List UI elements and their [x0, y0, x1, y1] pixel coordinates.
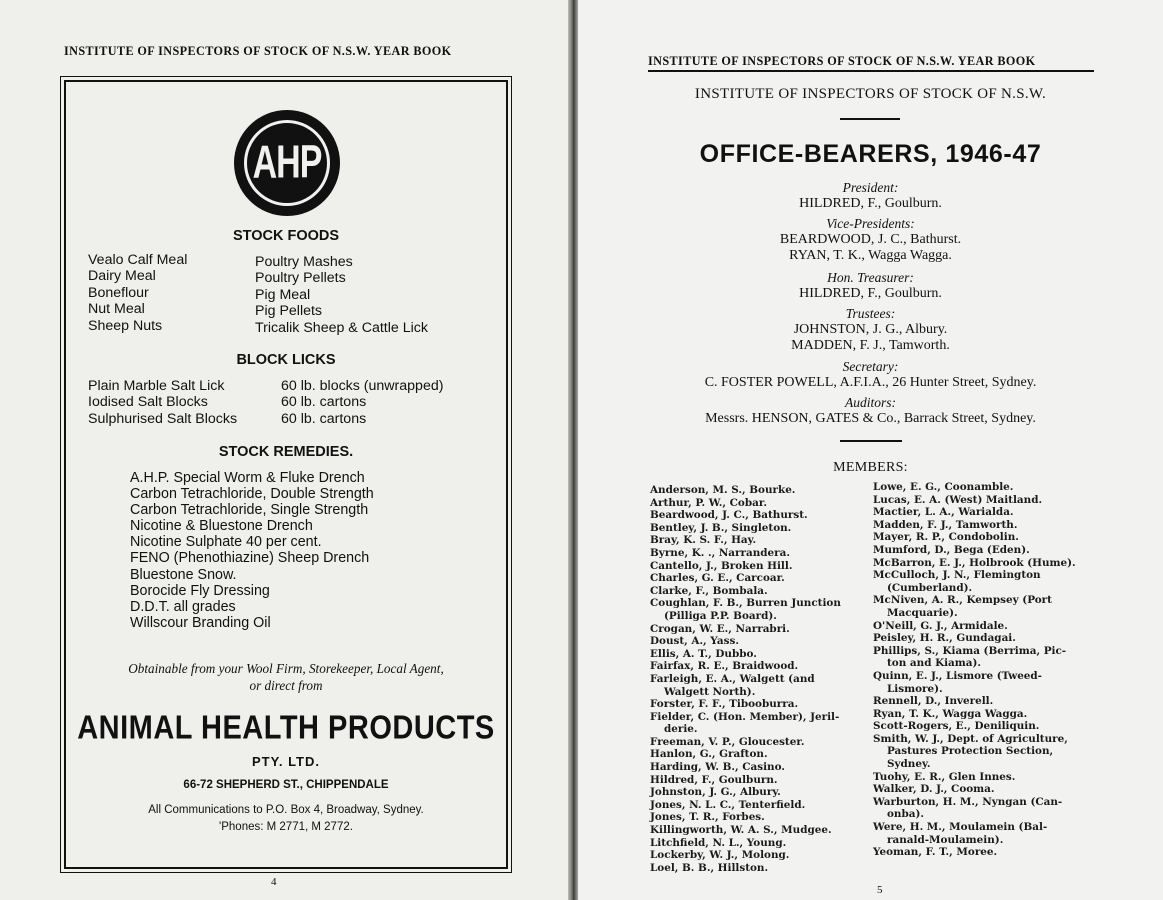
member-entry: Fairfax, R. E., Braidwood. — [650, 660, 799, 673]
block-licks-title: BLOCK LICKS — [236, 352, 336, 368]
list-item: D.D.T. all grades — [130, 598, 236, 615]
list-item: Carbon Tetrachloride, Single Strength — [130, 502, 369, 519]
office-bearer: RYAN, T. K., Wagga Wagga. — [789, 248, 952, 263]
member-entry: Warburton, H. M., Nyngan (Can- — [873, 795, 1063, 808]
list-item: Poultry Mashes — [255, 254, 353, 270]
member-entry: Madden, F. J., Tamworth. — [873, 518, 1018, 531]
member-entry: Jones, T. R., Forbes. — [650, 811, 765, 824]
left-running-head: INSTITUTE OF INSPECTORS OF STOCK OF N.S.W. YEAR BOOK — [64, 44, 452, 58]
member-entry: derie. — [664, 723, 698, 736]
institute-title: INSTITUTE OF INSPECTORS OF STOCK OF N.S.W. — [694, 86, 1047, 102]
member-entry: Hildred, F., Goulburn. — [650, 773, 778, 786]
member-entry: Arthur, P. W., Cobar. — [650, 496, 767, 509]
member-entry: McCulloch, J. N., Flemington — [873, 569, 1041, 582]
divider — [840, 440, 902, 442]
member-entry: ranald-Moulamein). — [887, 833, 1004, 846]
member-entry: Lowe, E. G., Coonamble. — [873, 481, 1014, 493]
member-entry: Cantello, J., Broken Hill. — [650, 559, 793, 572]
role-label: President: — [842, 180, 899, 195]
member-entry: Tuohy, E. R., Glen Innes. — [873, 770, 1016, 783]
list-item: 60 lb. blocks (unwrapped) — [281, 378, 444, 394]
member-entry: Smith, W. J., Dept. of Agriculture, — [873, 732, 1068, 745]
member-entry: Doust, A., Yass. — [650, 635, 739, 648]
member-entry: Johnston, J. G., Albury. — [650, 786, 781, 799]
member-entry: onba). — [887, 808, 925, 821]
list-item: Borocide Fly Dressing — [130, 582, 270, 599]
member-entry: Bray, K. S. F., Hay. — [650, 534, 757, 547]
member-entry: Mayer, R. P., Condobolin. — [873, 531, 1019, 544]
right-running-head: INSTITUTE OF INSPECTORS OF STOCK OF N.S.W. YEAR BOOK — [648, 54, 1094, 72]
list-item: Pig Pellets — [255, 303, 323, 320]
list-item: FENO (Phenothiazine) Sheep Drench — [130, 550, 370, 567]
list-item: Nut Meal — [88, 301, 145, 318]
member-entry: Killingworth, W. A. S., Mudgee. — [650, 824, 832, 837]
member-entry: Crogan, W. E., Narrabri. — [650, 622, 790, 635]
stock-remedies-list — [130, 470, 374, 631]
member-entry: Sydney. — [887, 758, 931, 771]
role-label: Trustees: — [845, 306, 896, 321]
role-label: Vice-Presidents: — [826, 216, 915, 231]
list-item: Pig Meal — [255, 286, 311, 303]
block-licks-col1 — [88, 378, 237, 427]
left-page — [0, 0, 568, 900]
member-entry: Mactier, L. A., Warialda. — [873, 506, 1014, 519]
office-bearer: JOHNSTON, J. G., Albury. — [793, 322, 948, 337]
stock-foods-col1 — [88, 252, 187, 334]
member-entry: Hanlon, G., Grafton. — [650, 748, 768, 761]
list-item: A.H.P. Special Worm & Fluke Drench — [130, 470, 365, 486]
role-label: Auditors: — [844, 395, 896, 410]
office-bearers-title: OFFICE-BEARERS, 1946-47 — [699, 140, 1042, 168]
stock-foods-title: STOCK FOODS — [232, 228, 340, 244]
member-entry: Rennell, D., Inverell. — [873, 695, 994, 708]
office-bearer: HILDRED, F., Goulburn. — [799, 286, 942, 301]
list-item: Bluestone Snow. — [130, 566, 237, 583]
member-entry: Pastures Protection Section, — [887, 745, 1054, 758]
member-entry: Quinn, E. J., Lismore (Tweed- — [873, 669, 1042, 682]
members-title: MEMBERS: — [833, 460, 908, 475]
members-col1 — [650, 484, 841, 874]
office-bearer: Messrs. HENSON, GATES & Co., Barrack Street, Sydney. — [705, 411, 1036, 426]
member-entry: Walker, D. J., Cooma. — [873, 783, 995, 796]
contact-info: All Communications to P.O. Box 4, Broadway, Sydney. 'Phones: M 2771, M 2772. — [148, 804, 424, 833]
member-entry: Byrne, K. ., Narrandera. — [650, 546, 790, 559]
list-item: Boneflour — [88, 284, 149, 301]
office-bearer: BEARDWOOD, J. C., Bathurst. — [779, 232, 962, 247]
members-col2 — [873, 481, 1076, 859]
book-gutter — [568, 0, 578, 900]
ahp-logo-text: AHP — [252, 136, 322, 188]
member-entry: Peisley, H. R., Gundagai. — [873, 632, 1016, 645]
company-suffix: PTY. LTD. — [252, 754, 320, 769]
ahp-advertisement — [64, 80, 508, 869]
list-item: Carbon Tetrachloride, Double Strength — [130, 486, 374, 503]
member-entry: Litchfield, N. L., Young. — [650, 836, 787, 849]
list-item: Nicotine & Bluestone Drench — [130, 518, 313, 535]
company-address: 66-72 SHEPHERD ST., CHIPPENDALE — [183, 779, 389, 791]
member-entry: Farleigh, E. A., Walgett (and — [650, 672, 815, 685]
role-label: Hon. Treasurer: — [827, 270, 914, 285]
office-bearer: C. FOSTER POWELL, A.F.I.A., 26 Hunter Street, Sydney. — [704, 375, 1037, 390]
list-item: Vealo Calf Meal — [88, 252, 188, 268]
list-item: Iodised Salt Blocks — [88, 394, 208, 411]
member-entry: Lockerby, W. J., Molong. — [650, 849, 790, 862]
member-entry: Charles, G. E., Carcoar. — [650, 572, 785, 585]
page-number-left: 4 — [271, 876, 277, 888]
page-number-right: 5 — [877, 884, 883, 896]
member-entry: Bentley, J. B., Singleton. — [650, 521, 792, 534]
member-entry: Macquarie). — [887, 606, 958, 619]
stock-foods-col2 — [255, 254, 428, 336]
member-entry: Scott-Rogers, E., Deniliquin. — [873, 720, 1040, 733]
member-entry: ton and Kiama). — [887, 657, 982, 670]
member-entry: Yeoman, F. T., Moree. — [873, 846, 998, 859]
list-item: Sheep Nuts — [88, 317, 163, 334]
member-entry: Lucas, E. A. (West) Maitland. — [873, 493, 1043, 506]
member-entry: McNiven, A. R., Kempsey (Port — [873, 594, 1052, 607]
divider — [840, 118, 900, 120]
role-label: Secretary: — [842, 359, 899, 374]
obtainable-note: Obtainable from your Wool Firm, Storekeeper, Local Agent, or direct from — [128, 661, 444, 693]
list-item: Dairy Meal — [88, 268, 156, 285]
member-entry: Loel, B. B., Hillston. — [650, 861, 769, 874]
member-entry: (Pilliga P.P. Board). — [664, 609, 777, 622]
list-item: Plain Marble Salt Lick — [88, 378, 225, 394]
member-entry: Clarke, F., Bombala. — [650, 584, 768, 597]
block-licks-col2 — [281, 378, 443, 427]
member-entry: Harding, W. B., Casino. — [650, 761, 785, 774]
member-entry: Mumford, D., Bega (Eden). — [873, 543, 1030, 556]
list-item: Sulphurised Salt Blocks — [88, 410, 238, 427]
member-entry: Ryan, T. K., Wagga Wagga. — [873, 707, 1028, 720]
list-item: Nicotine Sulphate 40 per cent. — [130, 534, 322, 551]
member-entry: O'Neill, G. J., Armidale. — [873, 619, 1008, 632]
member-entry: Were, H. M., Moulamein (Bal- — [873, 821, 1048, 834]
member-entry: McBarron, E. J., Holbrook (Hume). — [873, 556, 1076, 569]
member-entry: Phillips, S., Kiama (Berrima, Pic- — [873, 644, 1067, 657]
member-entry: Ellis, A. T., Dubbo. — [650, 647, 757, 660]
member-entry: (Cumberland). — [887, 581, 973, 594]
member-entry: Beardwood, J. C., Bathurst. — [650, 509, 808, 522]
member-entry: Walgett North). — [664, 685, 756, 698]
list-item: 60 lb. cartons — [281, 410, 367, 427]
office-bearer: HILDRED, F., Goulburn. — [799, 196, 942, 211]
ahp-logo — [234, 110, 340, 216]
member-entry: Lismore). — [887, 682, 943, 695]
list-item: 60 lb. cartons — [281, 394, 367, 411]
member-entry: Fielder, C. (Hon. Member), Jeril- — [650, 710, 840, 723]
office-bearer: MADDEN, F. J., Tamworth. — [791, 338, 950, 353]
member-entry: Coughlan, F. B., Burren Junction — [650, 597, 841, 610]
stock-remedies-title: STOCK REMEDIES. — [218, 444, 354, 460]
list-item: Tricalik Sheep & Cattle Lick — [255, 319, 428, 336]
member-entry: Anderson, M. S., Bourke. — [650, 484, 796, 496]
member-entry: Forster, F. F., Tibooburra. — [650, 698, 799, 711]
list-item: Poultry Pellets — [255, 270, 346, 287]
list-item: Willscour Branding Oil — [130, 614, 271, 631]
member-entry: Freeman, V. P., Gloucester. — [650, 735, 805, 748]
company-name: ANIMAL HEALTH PRODUCTS — [77, 709, 495, 747]
member-entry: Jones, N. L. C., Tenterfield. — [650, 798, 806, 811]
